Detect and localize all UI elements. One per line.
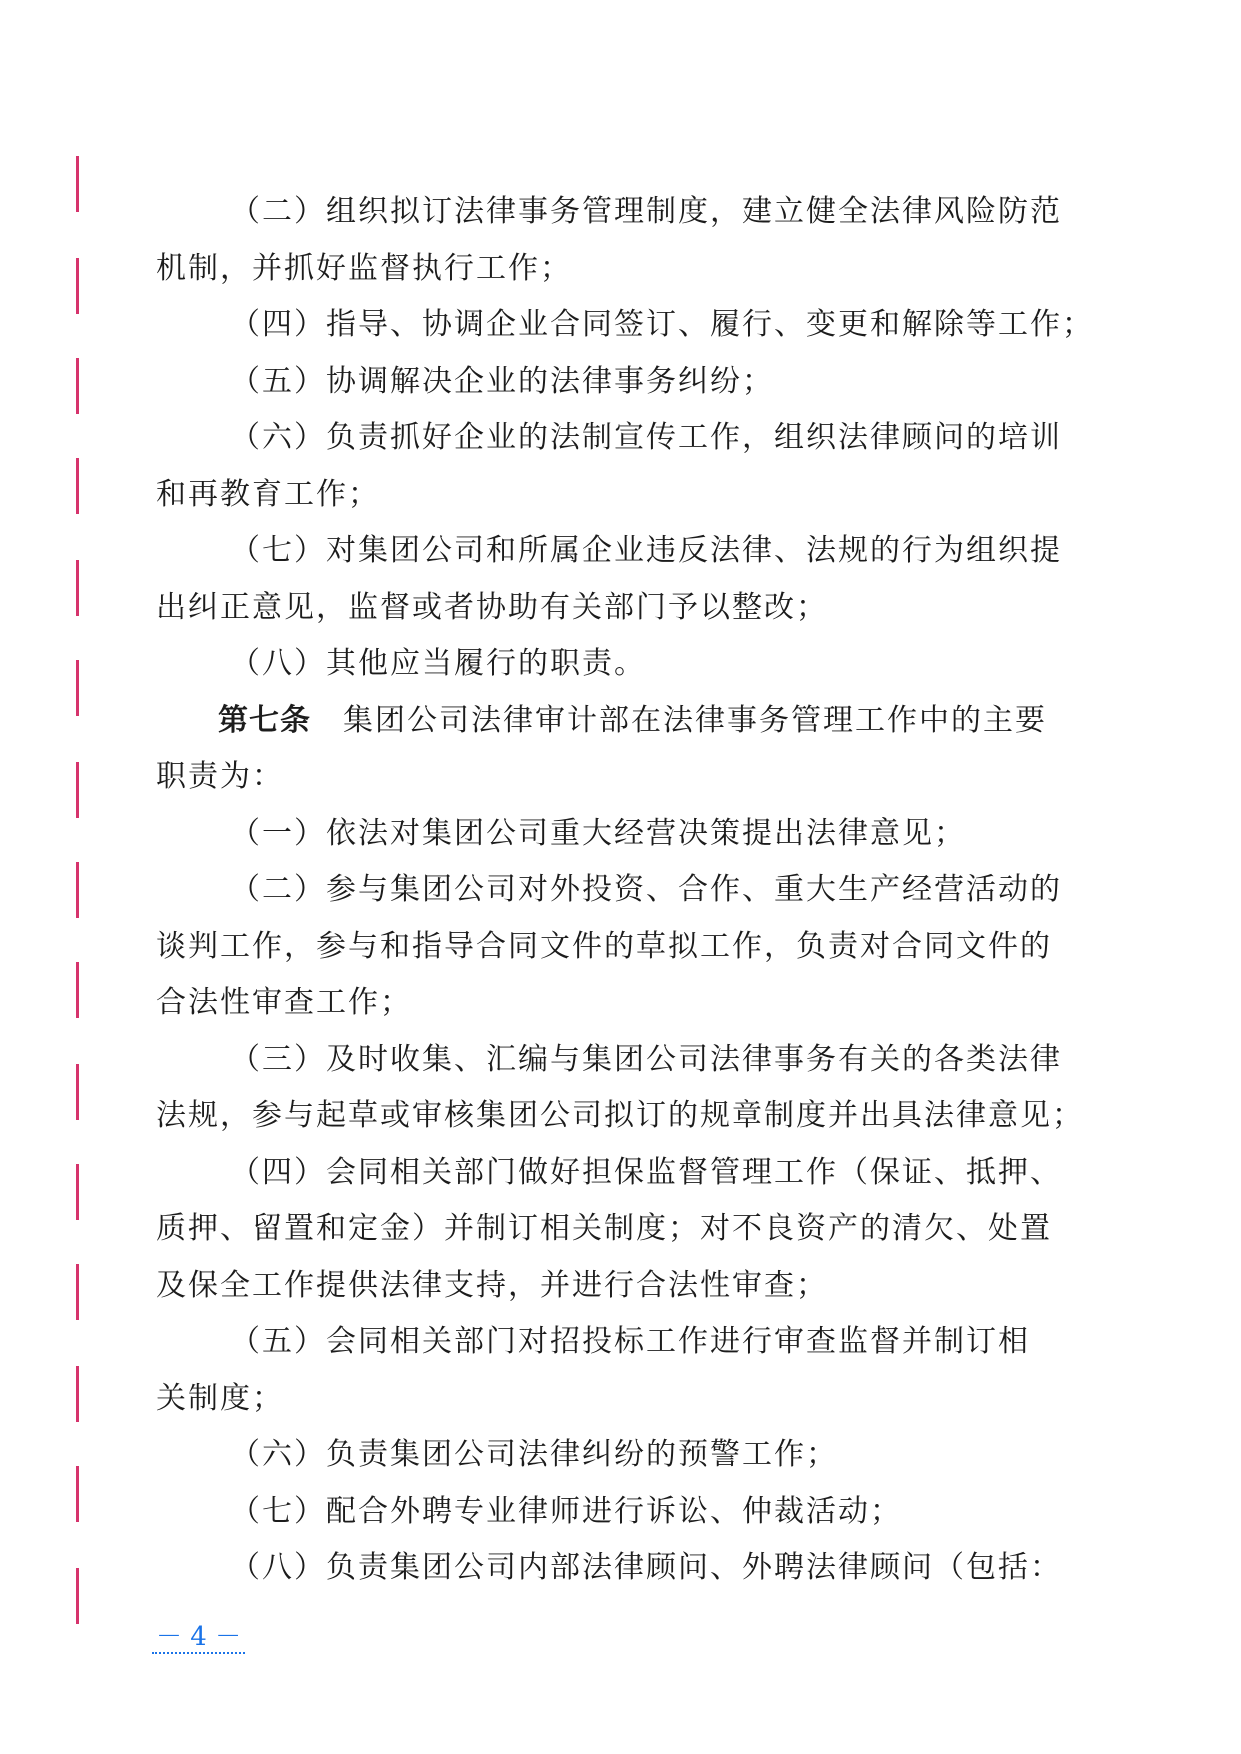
text-line: 出纠正意见，监督或者协助有关部门予以整改； xyxy=(156,589,828,625)
text-line: 机制，并抓好监督执行工作； xyxy=(156,250,572,286)
text-line: （二）参与集团公司对外投资、合作、重大生产经营活动的 xyxy=(230,872,1062,907)
duty-2 xyxy=(156,862,1076,1032)
text-line: 及保全工作提供法律支持，并进行合法性审查； xyxy=(156,1267,828,1303)
margin-mark xyxy=(76,962,79,1018)
margin-mark xyxy=(76,762,79,818)
text-line: （四）会同相关部门做好担保监督管理工作（保证、抵押、 xyxy=(230,1154,1062,1190)
text-line: （八）负责集团公司内部法律顾问、外聘法律顾问（包括： xyxy=(230,1550,1062,1585)
paragraph-7 xyxy=(156,523,1076,636)
page-number: － 4 － xyxy=(152,1622,245,1654)
text-line: （二）组织拟订法律事务管理制度，建立健全法律风险防范 xyxy=(230,194,1062,229)
margin-mark xyxy=(76,1466,79,1522)
duty-4 xyxy=(156,1145,1076,1315)
paragraph-5 xyxy=(156,354,1076,411)
margin-mark xyxy=(76,156,79,212)
margin-marks xyxy=(76,0,80,1754)
duty-6 xyxy=(156,1427,1076,1484)
text-line: 谈判工作，参与和指导合同文件的草拟工作，负责对合同文件的 xyxy=(156,928,1052,964)
paragraph-8 xyxy=(156,636,1076,693)
text-line: 质押、留置和定金）并制订相关制度；对不良资产的清欠、处置 xyxy=(156,1211,1052,1246)
text-line: 和再教育工作； xyxy=(156,476,380,512)
text-line: （六）负责抓好企业的法制宣传工作，组织法律顾问的培训 xyxy=(230,420,1062,455)
margin-mark xyxy=(76,660,79,716)
article-heading: 第七条 xyxy=(218,702,311,738)
text-line: （八）其他应当履行的职责。 xyxy=(230,646,646,681)
margin-mark xyxy=(76,1366,79,1422)
duty-1 xyxy=(156,806,1076,863)
text-line: 职责为： xyxy=(156,759,284,794)
text-line: （七）对集团公司和所属企业违反法律、法规的行为组织提 xyxy=(230,533,1062,568)
text-line: （七）配合外聘专业律师进行诉讼、仲裁活动； xyxy=(230,1493,902,1529)
text-line xyxy=(156,693,1076,750)
text-line: （一）依法对集团公司重大经营决策提出法律意见； xyxy=(230,815,966,851)
article-text: 集团公司法律审计部在法律事务管理工作中的主要 xyxy=(311,702,1047,738)
text-line: 关制度； xyxy=(156,1380,284,1416)
margin-mark xyxy=(76,258,79,314)
duty-8 xyxy=(156,1540,1076,1597)
margin-mark xyxy=(76,862,79,918)
paragraph-2 xyxy=(156,184,1076,297)
text-line: （五）会同相关部门对招投标工作进行审查监督并制订相 xyxy=(230,1324,1030,1359)
paragraph-4 xyxy=(156,297,1094,354)
duty-7 xyxy=(156,1484,1076,1541)
margin-mark xyxy=(76,1264,79,1320)
margin-mark xyxy=(76,1164,79,1220)
article-7 xyxy=(156,693,1076,806)
margin-mark xyxy=(76,358,79,414)
margin-mark xyxy=(76,1064,79,1120)
text-line: （四）指导、协调企业合同签订、履行、变更和解除等工作； xyxy=(230,307,1094,342)
document-body xyxy=(156,184,1094,1597)
text-line: （五）协调解决企业的法律事务纠纷； xyxy=(230,363,774,399)
margin-mark xyxy=(76,1568,79,1624)
text-line: （三）及时收集、汇编与集团公司法律事务有关的各类法律 xyxy=(230,1041,1062,1077)
text-line: （六）负责集团公司法律纠纷的预警工作； xyxy=(230,1437,838,1472)
paragraph-6 xyxy=(156,410,1076,523)
duty-3 xyxy=(156,1032,1084,1145)
text-line: 合法性审查工作； xyxy=(156,985,412,1020)
duty-5 xyxy=(156,1314,1076,1427)
margin-mark xyxy=(76,560,79,616)
margin-mark xyxy=(76,458,79,514)
text-line: 法规，参与起草或审核集团公司拟订的规章制度并出具法律意见； xyxy=(156,1098,1084,1133)
